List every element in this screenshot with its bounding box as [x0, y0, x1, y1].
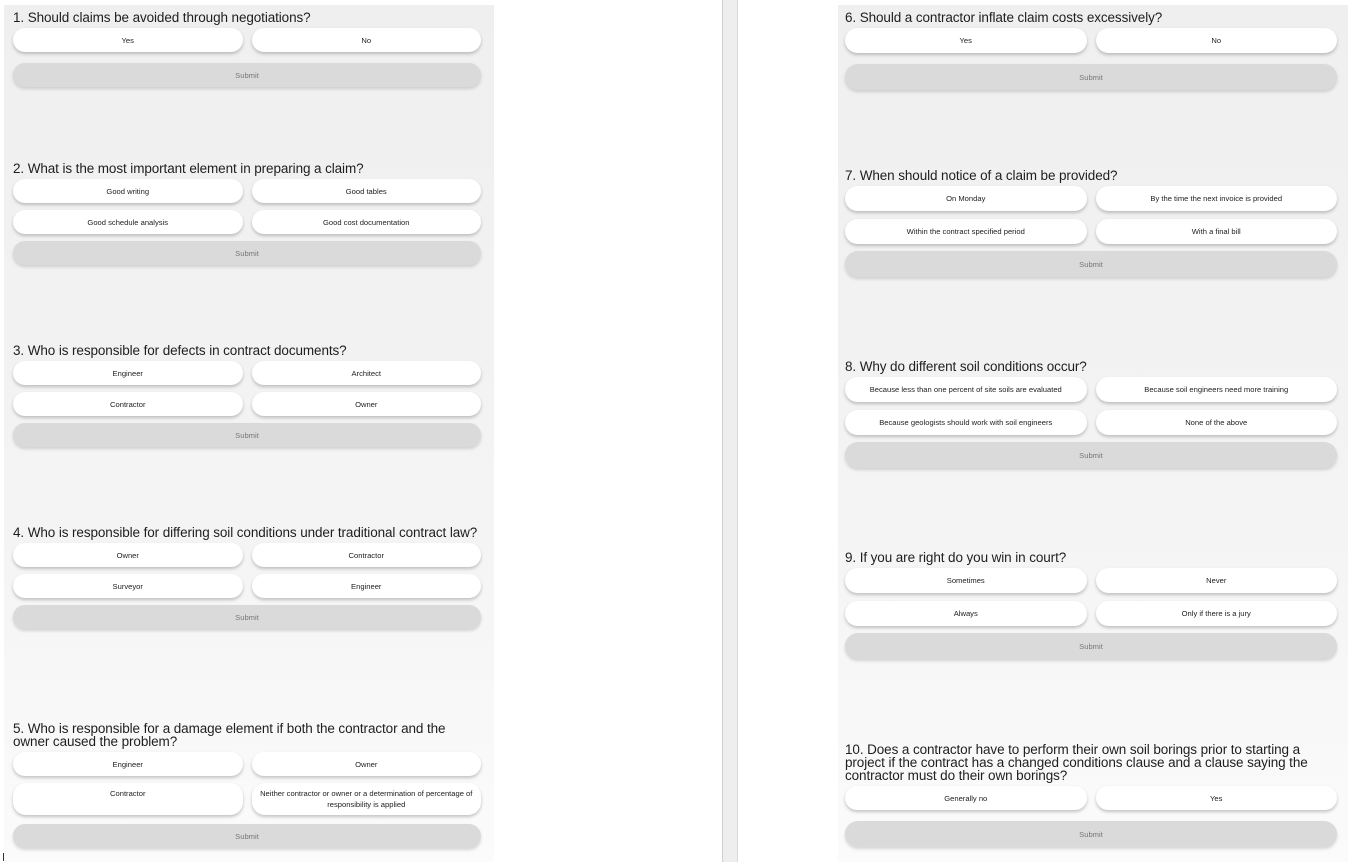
question-5 [13, 720, 481, 848]
quiz-column-left [4, 5, 494, 862]
option-contract-specified-period[interactable]: Within the contract specified period [845, 219, 1087, 244]
options-grid [13, 752, 481, 815]
option-yes[interactable]: Yes [1096, 786, 1338, 810]
question-1 [13, 9, 481, 87]
option-sometimes[interactable]: Sometimes [845, 568, 1087, 593]
option-engineer[interactable]: Engineer [252, 574, 482, 598]
option-good-cost-documentation[interactable]: Good cost documentation [252, 210, 482, 234]
question-6 [845, 9, 1337, 90]
question-9 [845, 549, 1337, 659]
option-always[interactable]: Always [845, 601, 1087, 626]
option-more-training[interactable]: Because soil engineers need more training [1096, 377, 1338, 402]
options-grid [845, 377, 1337, 435]
option-good-schedule-analysis[interactable]: Good schedule analysis [13, 210, 243, 234]
option-good-tables[interactable]: Good tables [252, 179, 482, 203]
option-on-monday[interactable]: On Monday [845, 186, 1087, 211]
submit-button[interactable]: Submit [845, 251, 1337, 277]
option-good-writing[interactable]: Good writing [13, 179, 243, 203]
submit-button[interactable]: Submit [13, 824, 481, 848]
option-one-percent-evaluated[interactable]: Because less than one percent of site soils are evaluated [845, 377, 1087, 402]
option-engineer[interactable]: Engineer [13, 361, 243, 385]
option-generally-no[interactable]: Generally no [845, 786, 1087, 810]
option-yes[interactable]: Yes [13, 28, 243, 52]
submit-button[interactable]: Submit [845, 442, 1337, 468]
question-2 [13, 160, 481, 265]
option-contractor[interactable]: Contractor [13, 392, 243, 416]
question-title: 7. When should notice of a claim be provided? [845, 168, 1118, 183]
option-owner[interactable]: Owner [13, 543, 243, 567]
question-title: 4. Who is responsible for differing soil conditions under traditional contract law? [13, 525, 478, 540]
column-divider [722, 0, 738, 862]
question-8 [845, 358, 1337, 468]
option-yes[interactable]: Yes [845, 28, 1087, 53]
option-contractor[interactable]: Contractor [13, 783, 243, 815]
option-no[interactable]: No [1096, 28, 1338, 53]
options-grid [13, 28, 481, 52]
option-owner[interactable]: Owner [252, 752, 482, 776]
question-title: 8. Why do different soil conditions occur? [845, 359, 1087, 374]
options-grid [845, 28, 1337, 53]
question-title: 5. Who is responsible for a damage element if both the contractor and the owner caused the problem? [13, 721, 446, 749]
question-title: 10. Does a contractor have to perform their own soil borings prior to starting a project if the contract has a changed conditions clause and a clause saying the contractor must do their own borings? [845, 742, 1308, 783]
options-grid [845, 186, 1337, 244]
submit-button[interactable]: Submit [13, 423, 481, 447]
options-grid [845, 568, 1337, 626]
option-neither-percentage[interactable]: Neither contractor or owner or a determination of percentage of responsibility is applied [252, 783, 482, 815]
option-contractor[interactable]: Contractor [252, 543, 482, 567]
question-3 [13, 342, 481, 447]
option-engineer[interactable]: Engineer [13, 752, 243, 776]
option-architect[interactable]: Architect [252, 361, 482, 385]
option-only-jury[interactable]: Only if there is a jury [1096, 601, 1338, 626]
question-title: 2. What is the most important element in preparing a claim? [13, 161, 364, 176]
option-never[interactable]: Never [1096, 568, 1338, 593]
option-no[interactable]: No [252, 28, 482, 52]
question-title: 9. If you are right do you win in court? [845, 550, 1067, 565]
submit-button[interactable]: Submit [845, 633, 1337, 659]
option-final-bill[interactable]: With a final bill [1096, 219, 1338, 244]
option-surveyor[interactable]: Surveyor [13, 574, 243, 598]
submit-button[interactable]: Submit [13, 63, 481, 87]
question-10 [845, 741, 1337, 847]
options-grid [845, 786, 1337, 810]
question-4 [13, 524, 481, 629]
submit-button[interactable]: Submit [13, 605, 481, 629]
quiz-column-right [838, 5, 1348, 862]
submit-button[interactable]: Submit [845, 64, 1337, 90]
submit-button[interactable]: Submit [845, 821, 1337, 847]
option-geologists-soil-engineers[interactable]: Because geologists should work with soil engineers [845, 410, 1087, 435]
question-title: 3. Who is responsible for defects in contract documents? [13, 343, 347, 358]
question-title: 6. Should a contractor inflate claim costs excessively? [845, 10, 1163, 25]
option-next-invoice[interactable]: By the time the next invoice is provided [1096, 186, 1338, 211]
question-title: 1. Should claims be avoided through negotiations? [13, 10, 311, 25]
options-grid [13, 179, 481, 234]
text-cursor [3, 853, 4, 861]
question-7 [845, 167, 1337, 277]
option-none-of-above[interactable]: None of the above [1096, 410, 1338, 435]
options-grid [13, 361, 481, 416]
options-grid [13, 543, 481, 598]
submit-button[interactable]: Submit [13, 241, 481, 265]
option-owner[interactable]: Owner [252, 392, 482, 416]
